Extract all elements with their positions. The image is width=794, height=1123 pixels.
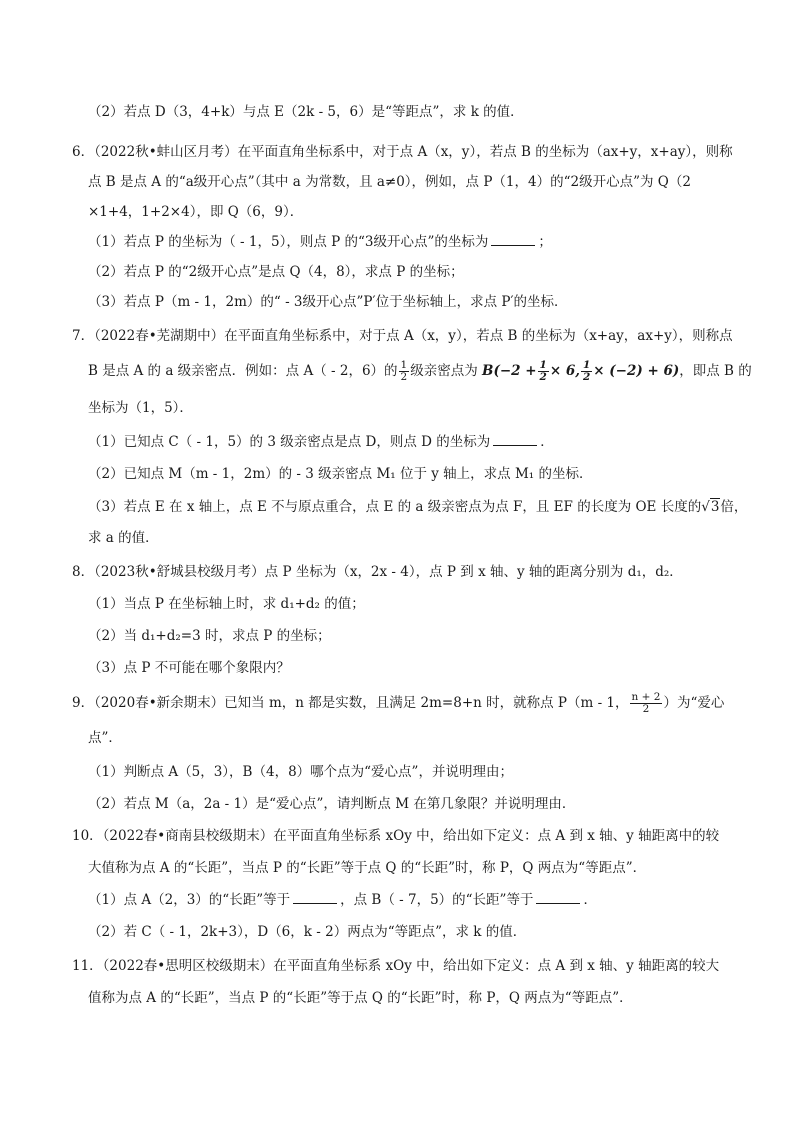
q7-part3-cont: 求 a 的值． (88, 530, 159, 546)
q7-stem-line1: 7．（2022春•芜湖期中）在平面直角坐标系中，对于点 A（x，y），若点 B 的坐标为（x+ay，ax+y），则称点 (72, 328, 733, 344)
q7-stem-line3: 坐标为（1，5）． (88, 400, 193, 416)
q11-stem-line1: 11．（2022春•思明区校级期末）在平面直角坐标系 xOy 中，给出如下定义：点 A 到 x 轴、y 轴距离的较大 (72, 958, 720, 974)
q10-part2: （2）若 C（ - 1，2k+3），D（6，k - 2）两点为“等距点”，求 k 的值． (88, 924, 527, 940)
q6-stem-line1: 6．（2022秋•蚌山区月考）在平面直角坐标系中，对于点 A（x，y），若点 B 的坐标为（ax+y，x+ay），则称 (72, 144, 733, 160)
q10-stem-line1: 10．（2022春•商南县校级期末）在平面直角坐标系 xOy 中，给出如下定义：点 A 到 x 轴、y 轴距离中的较 (72, 828, 720, 844)
q11-stem-line2: 值称为点 A 的“长距”，当点 P 的“长距”等于点 Q 的“长距”时，称 P，Q 两点为“等距点”． (88, 990, 633, 1006)
q6-part3: （3）若点 P（m - 1，2m）的“ - 3级开心点”P′位于坐标轴上，求点 P′的坐标． (88, 294, 568, 310)
q9-part1: （1）判断点 A（5，3），B（4，8）哪个点为“爱心点”，并说明理由； (88, 764, 513, 780)
q5-part2: （2）若点 D（3，4+k）与点 E（2k - 5，6）是“等距点”，求 k 的值． (88, 104, 524, 120)
fraction-n-plus-2-over-2: $\frac{n + 2}{2}$ (631, 691, 661, 715)
q10-part1: （1）点 A（2，3）的“长距”等于 ，点 B（ - 7，5）的“长距”等于 ． (88, 892, 597, 908)
q10-stem-line2: 大值称为点 A 的“长距”，当点 P 的“长距”等于点 Q 的“长距”时，称 P，Q 两点为“等距点”． (88, 860, 647, 876)
q8-part1: （1）当点 P 在坐标轴上时，求 d₁+d₂ 的值； (88, 596, 365, 612)
q8-part2: （2）当 d₁+d₂=3 时，求点 P 的坐标； (88, 628, 331, 644)
answer-blank[interactable] (491, 232, 535, 246)
q6-part2: （2）若点 P 的“2级开心点”是点 Q（4，8），求点 P 的坐标； (88, 264, 464, 280)
q9-stem-line1: 9．（2020春•新余期末）已知当 m，n 都是实数，且满足 2m=8+n 时，就称点 P（m - 1， $\frac{n + 2}{2}$ ）为“爱心 (72, 691, 725, 715)
q8-part3: （3）点 P 不可能在哪个象限内？ (88, 660, 290, 676)
q6-stem-line3: ×1+4，1+2×4），即 Q（6，9）． (88, 204, 304, 220)
answer-blank[interactable] (493, 432, 537, 446)
answer-blank[interactable] (293, 890, 337, 904)
q7-part3: （3）若点 E 在 x 轴上，点 E 不与原点重合，点 E 的 a 级亲密点为点 F，且 EF 的长度为 OE 长度的√3倍， (88, 499, 748, 515)
answer-blank[interactable] (536, 890, 580, 904)
fraction-half: $\frac{1}{2}$ (400, 359, 408, 383)
q7-part1: （1）已知点 C（ - 1，5）的 3 级亲密点是点 D，则点 D 的坐标为 ． (88, 434, 554, 450)
q8-stem: 8．（2023秋•舒城县校级月考）点 P 坐标为（x，2x - 4），点 P 到 x 轴、y 轴的距离分别为 d₁，d₂． (72, 564, 683, 580)
q6-stem-line2: 点 B 是点 A 的“a级开心点”（其中 a 为常数，且 a≠0），例如，点 P（1，4）的“2级开心点”为 Q（2 (88, 174, 691, 190)
sqrt-three: √3 (701, 499, 720, 515)
q9-stem-line2: 点”． (88, 730, 122, 746)
q9-part2: （2）若点 M（a，2a - 1）是“爱心点”，请判断点 M 在第几象限？并说明理由． (88, 796, 576, 812)
q6-part1: （1）若点 P 的坐标为（ - 1，5），则点 P 的“3级开心点”的坐标为 ； (88, 234, 552, 250)
q7-part2: （2）已知点 M（m - 1，2m）的 - 3 级亲密点 M₁ 位于 y 轴上，求点 M₁ 的坐标． (88, 466, 593, 482)
q7-stem-line2: B 是点 A 的 a 级亲密点．例如：点 A（ - 2，6）的 $\frac{1}{2}$ 级亲密点为 B(−2 + $\frac{1}{2}$ × 6, $\frac{1}{2}$ × (−2) + 6)，即点 B 的 (88, 359, 752, 383)
math-expression: B(−2 + $\frac{1}{2}$ × 6, $\frac{1}{2}$ × (−2) + 6) (482, 359, 680, 383)
